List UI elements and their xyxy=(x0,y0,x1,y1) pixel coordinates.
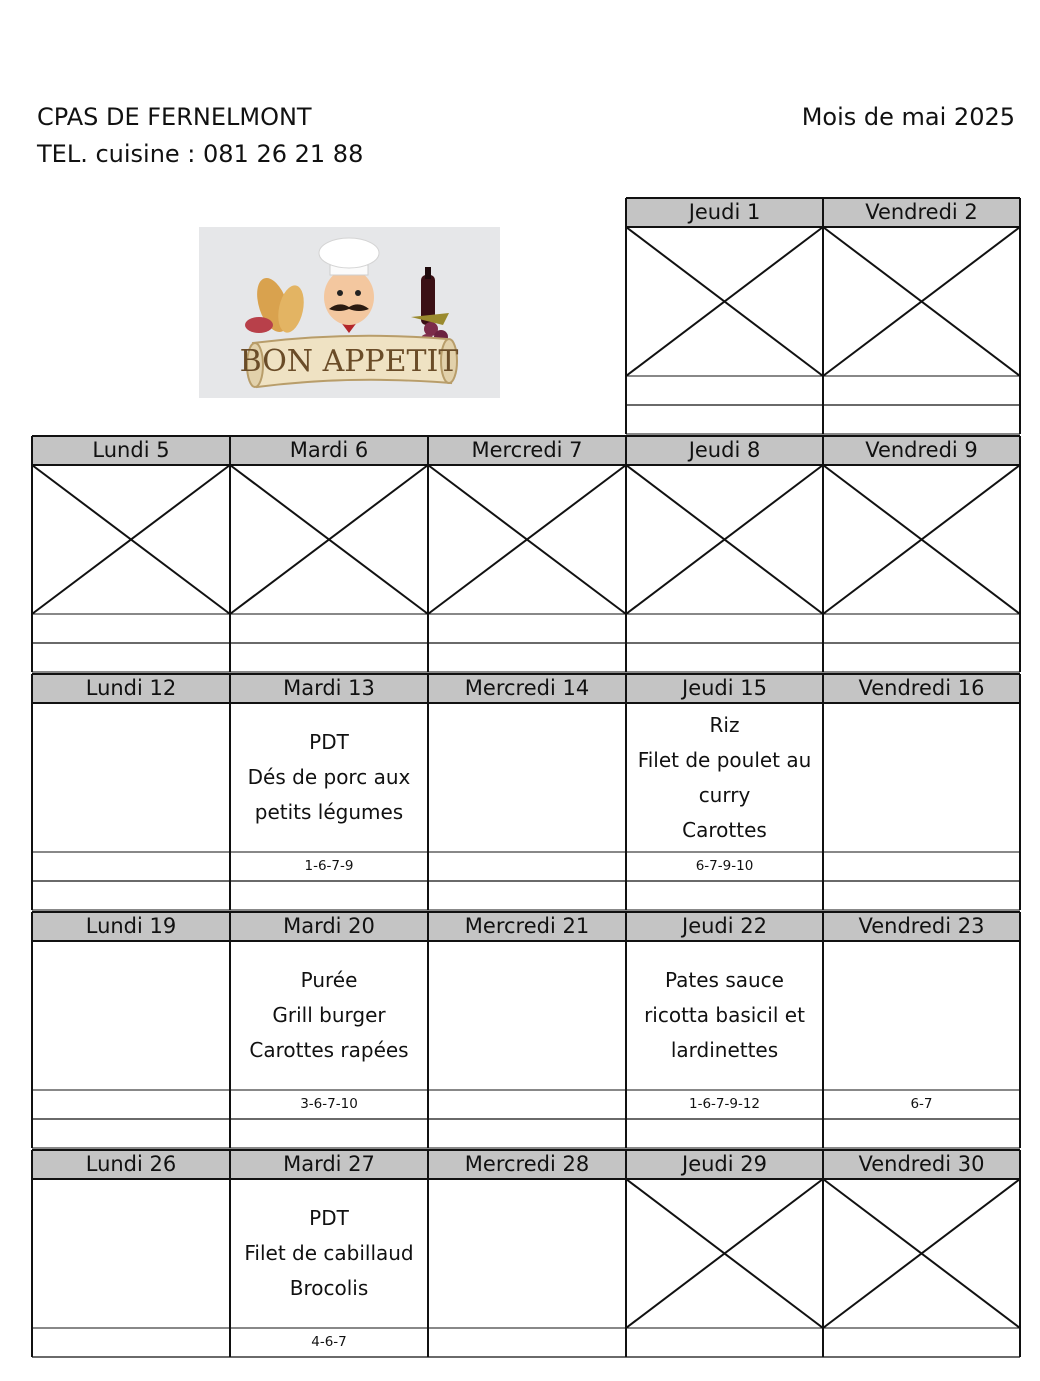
day-header: Jeudi 1 xyxy=(626,198,823,227)
day-menu: PDT Filet de cabillaud Brocolis xyxy=(244,1206,414,1300)
day-menu: Purée Grill burger Carottes rapées xyxy=(249,968,409,1062)
day-header: Mercredi 21 xyxy=(428,912,626,941)
day-header: Vendredi 30 xyxy=(823,1150,1020,1179)
day-allergens: 4-6-7 xyxy=(311,1334,347,1350)
month-title: Mois de mai 2025 xyxy=(801,103,1015,131)
day-header: Vendredi 2 xyxy=(823,198,1020,227)
day-allergens: 6-7 xyxy=(910,1096,933,1112)
day-header: Lundi 26 xyxy=(32,1150,230,1179)
day-header: Jeudi 22 xyxy=(626,912,823,941)
day-allergens: 6-7-9-10 xyxy=(695,858,754,874)
kitchen-phone: TEL. cuisine : 081 26 21 88 xyxy=(37,140,364,168)
logo-text: BON APPETIT xyxy=(239,344,459,379)
day-header: Mardi 20 xyxy=(230,912,428,941)
day-header: Mercredi 14 xyxy=(428,674,626,703)
day-header: Jeudi 15 xyxy=(626,674,823,703)
day-menu: PDT Dés de porc aux petits légumes xyxy=(247,730,411,824)
day-header: Mardi 27 xyxy=(230,1150,428,1179)
day-header: Mercredi 28 xyxy=(428,1150,626,1179)
organization-name: CPAS DE FERNELMONT xyxy=(37,103,312,131)
day-header: Vendredi 9 xyxy=(823,436,1020,465)
day-header: Mardi 6 xyxy=(230,436,428,465)
day-menu: Riz Filet de poulet au curry Carottes xyxy=(637,712,812,842)
day-header: Vendredi 16 xyxy=(823,674,1020,703)
day-header: Jeudi 29 xyxy=(626,1150,823,1179)
day-header: Vendredi 23 xyxy=(823,912,1020,941)
day-header: Mercredi 7 xyxy=(428,436,626,465)
day-header: Lundi 19 xyxy=(32,912,230,941)
day-allergens: 1-6-7-9-12 xyxy=(688,1096,761,1112)
day-header: Lundi 5 xyxy=(32,436,230,465)
day-header: Lundi 12 xyxy=(32,674,230,703)
day-header: Jeudi 8 xyxy=(626,436,823,465)
day-allergens: 3-6-7-10 xyxy=(300,1096,358,1112)
day-allergens: 1-6-7-9 xyxy=(304,858,354,874)
day-menu: Pates sauce ricotta basicil et lardinettes xyxy=(644,968,805,1062)
day-header: Mardi 13 xyxy=(230,674,428,703)
